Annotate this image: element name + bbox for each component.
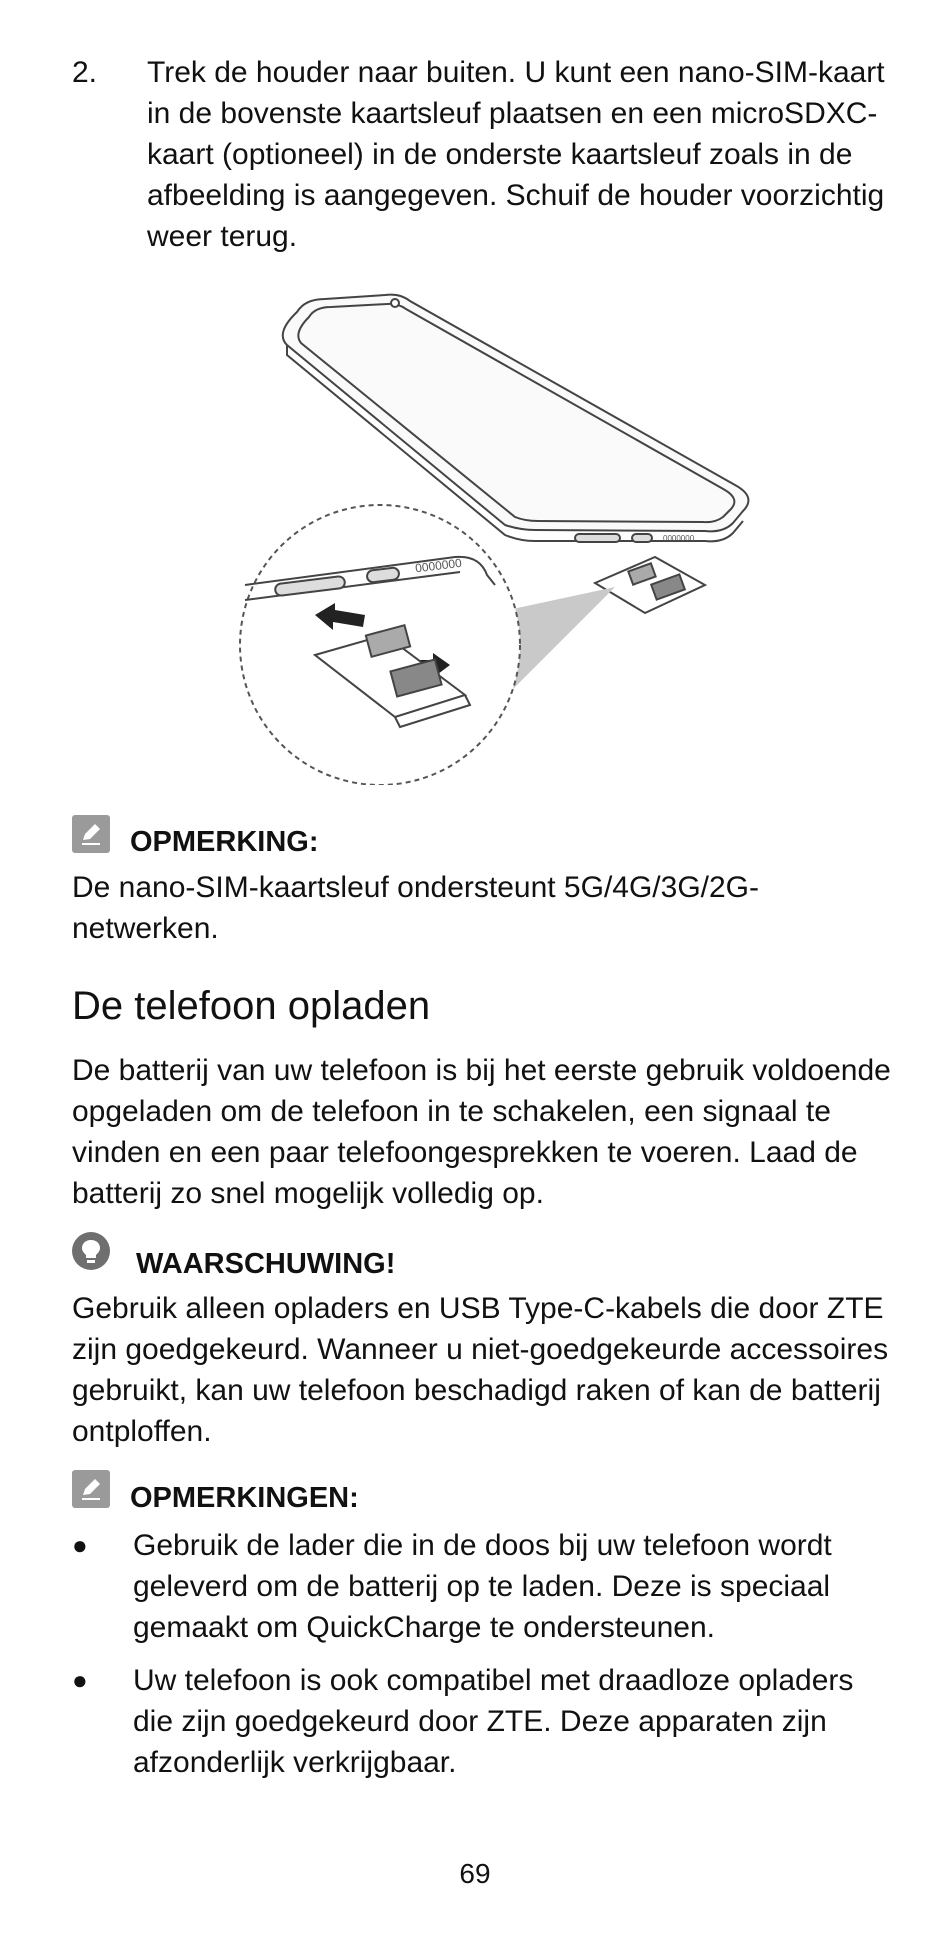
phone-drawing: [283, 295, 749, 543]
section-title: De telefoon opladen: [72, 984, 431, 1028]
pencil-note-icon: [72, 1470, 110, 1508]
lightbulb-warning-icon: [72, 1232, 110, 1270]
page-number: 69: [459, 1858, 491, 1889]
svg-text:0000000: 0000000: [663, 534, 695, 543]
list-item: Uw telefoon is ook compatibel met draadloze opladers die zijn goedgekeurd door ZTE. Deze apparaten zijn afzonderlijk verkrijgbaar.: [133, 1664, 854, 1779]
bullet-marker: ●: [72, 1530, 88, 1560]
note-text: De nano-SIM-kaartsleuf ondersteunt 5G/4G/3G/2G-netwerken.: [72, 871, 759, 945]
svg-text:0000000: 0000000: [414, 555, 463, 576]
section-paragraph: De batterij van uw telefoon is bij het eerste gebruik voldoende opgeladen om de telefoon in te schakelen, een signaal te vinden en een paar telefoongesprekken te voeren. Laad de batterij zo snel mogelijk volledig op.: [72, 1054, 891, 1210]
list-item: Gebruik de lader die in de doos bij uw telefoon wordt geleverd om de batterij op te laden. Deze is speciaal gemaakt om QuickCharge te ondersteunen.: [133, 1529, 832, 1644]
warning-text: Gebruik alleen opladers en USB Type-C-kabels die door ZTE zijn goedgekeurd. Wanneer u niet-goedgekeurde accessoires gebruikt, kan uw telefoon beschadigd raken of kan de batterij ontploffen.: [72, 1292, 889, 1448]
step-text: Trek de houder naar buiten. U kunt een nano-SIM-kaart in de bovenste kaartsleuf plaatsen en een microSDXC-kaart (optioneel) in de onderste kaartsleuf zoals in de afbeelding is aangegeven. Schuif de houder voorzichtig weer terug.: [147, 56, 885, 253]
sim-tray-illustration: [235, 285, 755, 785]
pencil-note-icon: [72, 815, 110, 853]
bullet-marker: ●: [72, 1665, 88, 1695]
note-label: OPMERKING:: [130, 826, 319, 858]
notes-label: OPMERKINGEN:: [130, 1482, 359, 1514]
step-number: 2.: [72, 56, 98, 89]
warning-label: WAARSCHUWING!: [136, 1248, 396, 1280]
